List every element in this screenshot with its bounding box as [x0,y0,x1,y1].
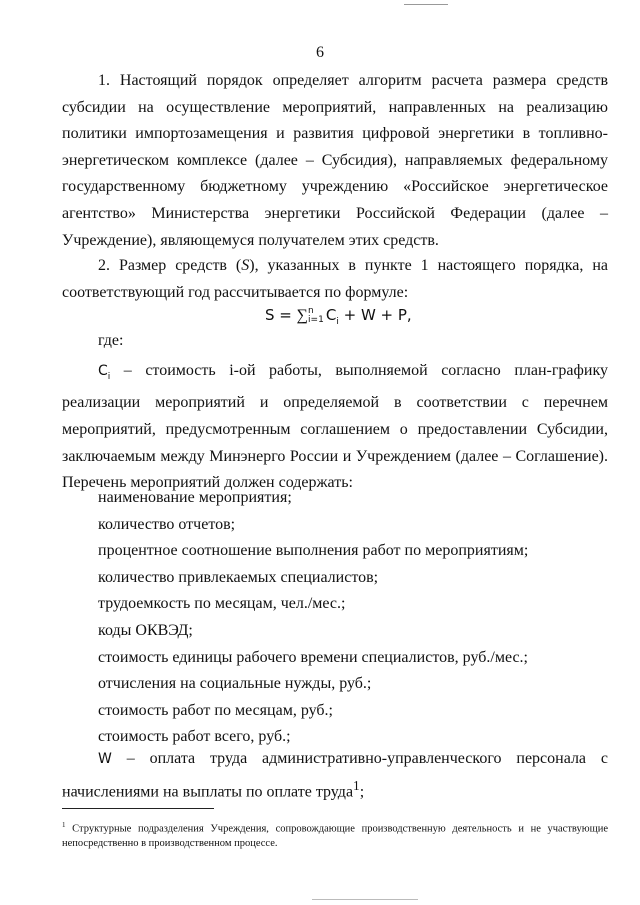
requirements-list [98,485,528,751]
formula [265,306,412,327]
footnote [62,818,608,852]
w-definition-block [62,746,608,806]
ci-definition-text: – стоимость i-ой работы, выполняемой согласно план-графику реализации мероприятий и определяемой в соответствии с перечнем мероприятий, предусмотренным соглашением о предоставлении Субсидии, заключаемым между Минэнерго России и Учреждением (далее – Соглашение). Перечень мероприятий должен содержать: [62,362,608,492]
sum-upper: n [308,305,314,316]
list-item: количество привлекаемых специалистов; [98,568,379,586]
footnote-separator [62,808,214,809]
scan-top-line [404,4,448,5]
ci-definition [62,358,608,497]
paragraph-1-text: 1. Настоящий порядок определяет алгоритм расчета размера средств субсидии на осуществление мероприятий, направленных на реализацию политики импортозамещения и развития цифровой энергетики в топливно-энергетическом комплексе (далее – Субсидия), направляемых федеральному государственному бюджетному учреждению «Российское энергетическое агентство» Министерства энергетики Российской Федерации (далее – Учреждение), являющемуся получателем этих средств. [62,72,608,249]
list-item: наименование мероприятия; [98,489,292,506]
sum-symbol: ∑ [296,307,309,324]
list-item: стоимость работ по месяцам, руб.; [98,701,333,719]
list-item: процентное соотношение выполнения работ по мероприятиям; [98,542,529,560]
where-label: где: [98,332,124,349]
formula-term-sub: i [336,317,339,327]
paragraph-2 [62,253,608,306]
list-item: стоимость работ всего, руб.; [98,728,291,746]
ci-subscript: i [107,371,111,382]
paragraph-2-pre: 2. Размер средств ( [98,257,242,274]
w-end: ; [359,782,365,800]
page-number: 6 [316,44,324,61]
formula-lhs: S = [265,306,292,324]
footnote-mark: 1 [62,821,66,829]
w-definition [62,746,608,806]
list-item: стоимость единицы рабочего времени специалистов, руб./мес.; [98,648,528,666]
list-item: отчисления на социальные нужды, руб.; [98,675,372,693]
ci-symbol [98,363,111,382]
list-item: количество отчетов; [98,515,236,533]
w-symbol: W [98,751,112,767]
w-definition-text: – оплата труда административно-управленческого персонала с начислениями на выплаты по оплате труда [62,750,608,800]
ci-definition-block [62,358,608,497]
paragraph-1 [62,68,608,254]
formula-rest: + W + P, [343,306,412,324]
formula-term: C [325,306,337,324]
list-item: коды ОКВЭД; [98,621,193,639]
list-item: трудоемкость по месяцам, чел./мес.; [98,595,346,613]
ci-letter: C [98,363,108,379]
paragraph-2-post: ), указанных в пункте 1 настоящего порядка, на соответствующий год рассчитывается по формуле: [62,257,609,301]
sum-lower: i=1 [308,314,324,325]
paragraph-2-text [62,253,608,306]
footnote-ref: 1 [353,777,360,793]
variable-s: S [241,257,250,274]
sum-limits [308,307,324,325]
footnote-text: Структурные подразделения Учреждения, сопровождающие производственную деятельность и не участвующие непосредственно в производственном процессе. [62,823,608,849]
scan-bottom-line [312,899,418,900]
